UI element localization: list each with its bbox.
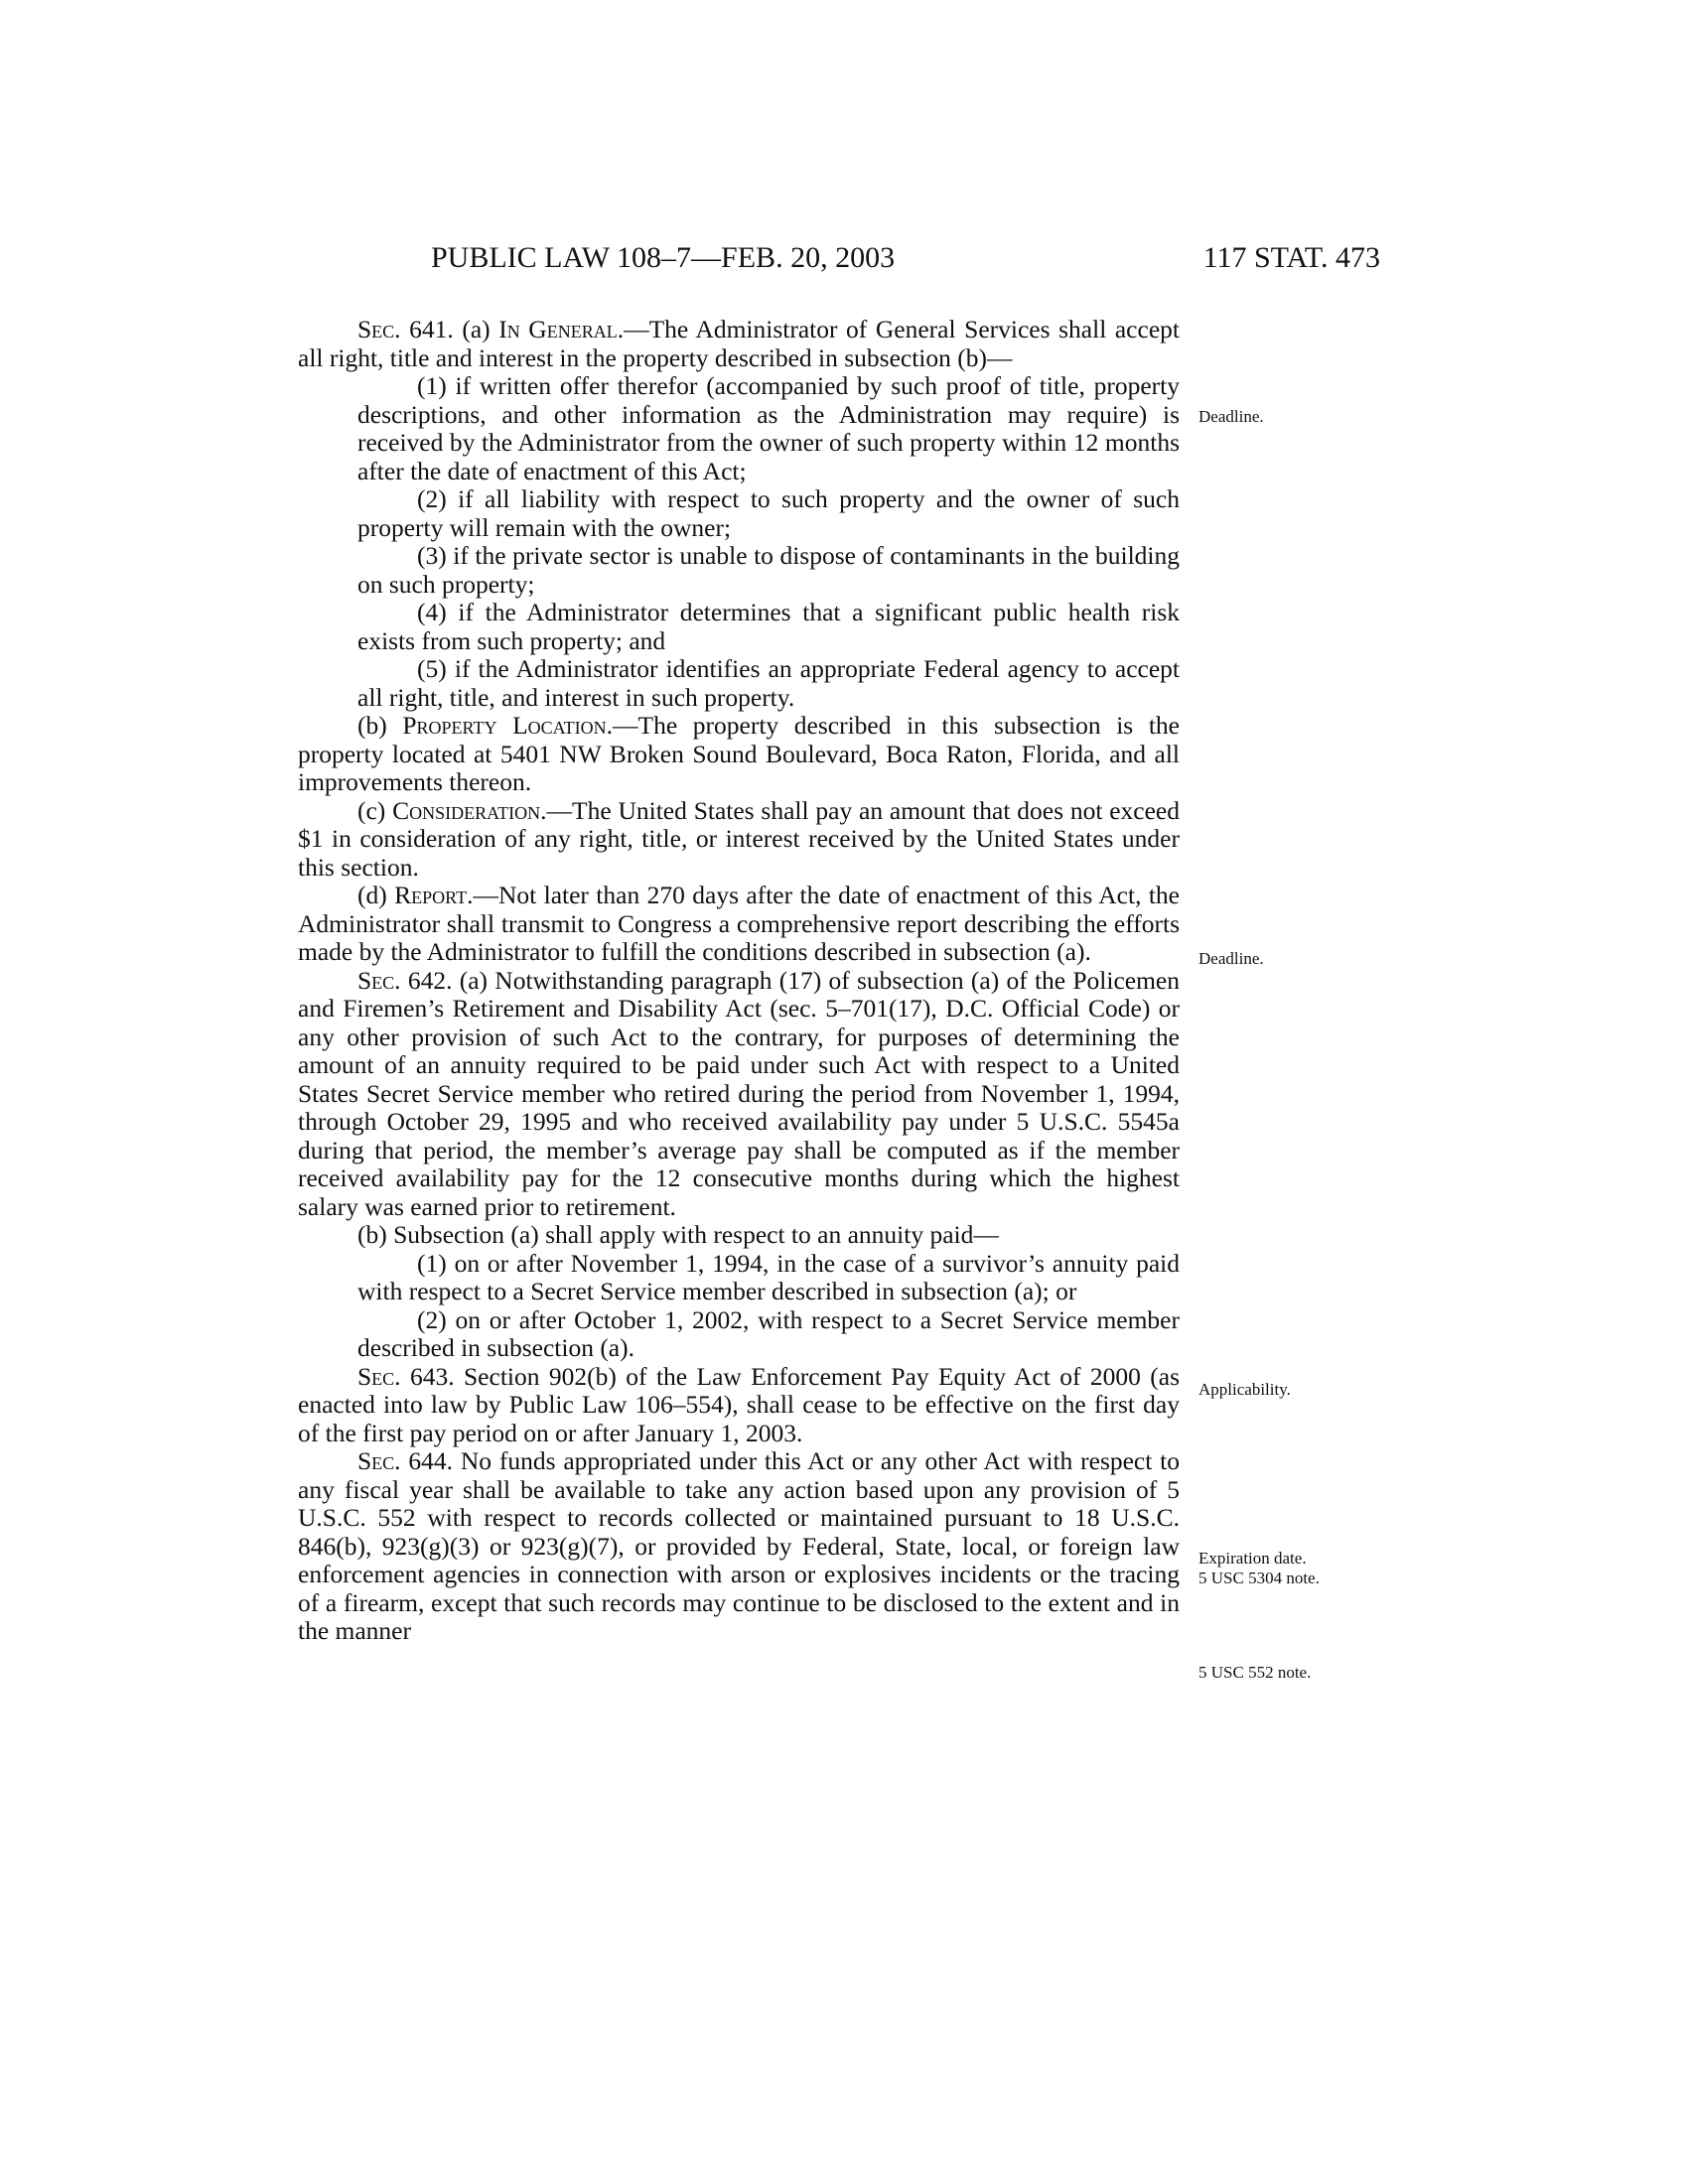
sec-641-d-heading: Report. xyxy=(394,881,474,909)
sec-641-a-para-3: (3) if the private sector is unable to dispose of contaminants in the building on such property; xyxy=(357,541,1180,599)
sec-641-b-label: (b) xyxy=(357,711,403,740)
sec-641-a-label: (a) xyxy=(453,315,499,343)
margin-note-usc-5304: 5 USC 5304 note. xyxy=(1198,1569,1320,1587)
sec-641-number: Sec. 641. xyxy=(357,315,454,343)
sec-642-a-text: (a) Notwithstanding paragraph (17) of subsection (a) of the Policemen and Firemen’s Retirement and Disability Act (sec. 5–701(17), D.C. Official Code) or any other provision of such Act to the contrary, for purposes of determining the amount of an annuity required to be paid under such Act with respect to a United States Secret Service member who retired during the period from November 1, 1994, through October 29, 1995 and who received availability pay under 5 U.S.C. 5545a during that period, the member’s average pay shall be computed as if the member received availability pay for the 12 consecutive months during which the highest salary was earned prior to retirement. xyxy=(298,965,1181,1221)
sec-641-d xyxy=(298,882,1180,967)
margin-note-deadline-2: Deadline. xyxy=(1198,949,1264,968)
sec-641-b-heading: Property Location. xyxy=(402,711,614,740)
statute-body xyxy=(298,316,1180,1646)
sec-641-c-label: (c) xyxy=(357,795,393,825)
margin-note-applicability: Applicability. xyxy=(1198,1380,1291,1399)
sec-642-b-para-1: (1) on or after November 1, 1994, in the case of a survivor’s annuity paid with respect to a Secret Service member described in subsection (a); or xyxy=(357,1248,1180,1305)
statute-page-number: 117 STAT. 473 xyxy=(1202,241,1380,274)
sec-641-c xyxy=(298,797,1180,883)
sec-642-b-para-2: (2) on or after October 1, 2002, with respect to a Secret Service member described in subsection (a). xyxy=(357,1304,1180,1362)
sec-641-a-para-2: (2) if all liability with respect to such property and the owner of such property will remain with the owner; xyxy=(357,484,1180,542)
sec-641-d-label: (d) xyxy=(357,881,395,909)
sec-641-a-heading: In General. xyxy=(498,315,625,343)
page-header xyxy=(298,241,1380,281)
sec-642-a xyxy=(298,967,1180,1222)
sec-641-c-heading: Consideration. xyxy=(392,795,547,825)
margin-note-expiration-date: Expiration date. xyxy=(1198,1549,1307,1568)
margin-note-usc-552: 5 USC 552 note. xyxy=(1198,1663,1312,1682)
running-title: PUBLIC LAW 108–7—FEB. 20, 2003 xyxy=(431,241,896,274)
sec-641-a-para-4: (4) if the Administrator determines that a significant public health risk exists from such property; and xyxy=(357,598,1180,655)
sec-644-number: Sec. 644. xyxy=(357,1446,454,1475)
sec-641-a-text: —The Administrator of General Services shall accept all right, title and interest in the property described in subsection (b)— xyxy=(298,315,1180,372)
sec-641-a-para-1: (1) if written offer therefor (accompanied by such proof of title, property descriptions, and other information as the Administration may require) is received by the Administrator from the owner of such property within 12 months after the date of enactment of this Act; xyxy=(357,371,1180,485)
margin-note-deadline-1: Deadline. xyxy=(1198,407,1264,426)
sec-644-text: No funds appropriated under this Act or any other Act with respect to any fiscal year shall be available to take any action based upon any provision of 5 U.S.C. 552 with respect to records collected or maintained pursuant to 18 U.S.C. 846(b), 923(g)(3) or 923(g)(7), or provided by Federal, State, local, or foreign law enforcement agencies in connection with arson or explosives incidents or the tracing of a firearm, except that such records may continue to be disclosed to the extent and in the manner xyxy=(298,1446,1180,1645)
sec-643-number: Sec. 643. xyxy=(357,1361,455,1391)
sec-642-b: (b) Subsection (a) shall apply with respect to an annuity paid— xyxy=(357,1220,999,1249)
sec-641-c-text: —The United States shall pay an amount that does not exceed $1 in consideration of any right, title, or interest received by the United States under this section. xyxy=(298,795,1180,882)
sec-641-a xyxy=(298,316,1180,372)
sec-642-number: Sec. 642. xyxy=(357,965,453,995)
sec-641-a-para-5: (5) if the Administrator identifies an appropriate Federal agency to accept all right, title, and interest in such property. xyxy=(357,654,1180,712)
sec-644 xyxy=(298,1447,1180,1646)
sec-641-b-text: —The property described in this subsection is the property located at 5401 NW Broken Sound Boulevard, Boca Raton, Florida, and all improvements thereon. xyxy=(298,711,1180,796)
sec-643-text: Section 902(b) of the Law Enforcement Pay Equity Act of 2000 (as enacted into law by Public Law 106–554), shall cease to be effective on the first day of the first pay period on or after January 1, 2003. xyxy=(298,1361,1180,1447)
sec-643 xyxy=(298,1363,1180,1448)
sec-641-b xyxy=(298,712,1180,797)
sec-641-d-text: —Not later than 270 days after the date of enactment of this Act, the Administrator shall transmit to Congress a comprehensive report describing the efforts made by the Administrator to fulfill the conditions described in subsection (a). xyxy=(298,881,1181,966)
